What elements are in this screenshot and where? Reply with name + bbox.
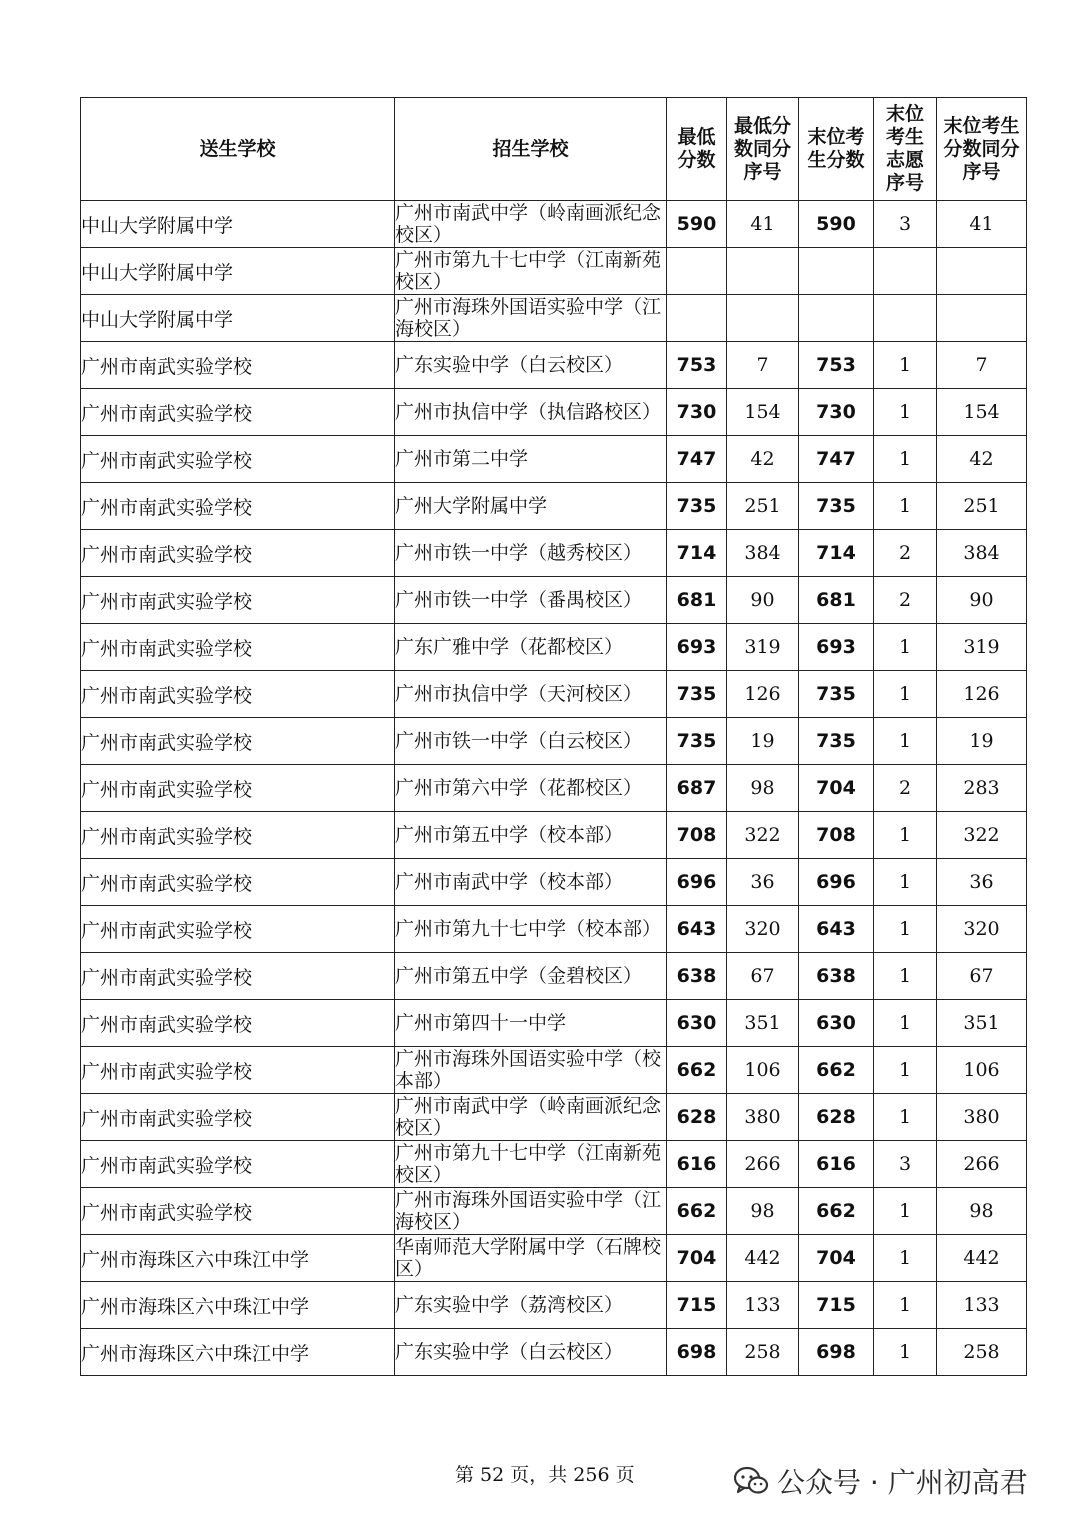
cell-sender-school: 广州市南武实验学校 (81, 859, 395, 906)
cell-min-score: 693 (667, 624, 727, 671)
cell-last-score-rank: 7 (937, 342, 1027, 389)
cell-last-score: 715 (799, 1282, 874, 1329)
cell-last-wish-order: 1 (874, 389, 937, 436)
cell-last-wish-order: 1 (874, 1047, 937, 1094)
cell-sender-school: 广州市海珠区六中珠江中学 (81, 1235, 395, 1282)
cell-min-score-rank: 320 (727, 906, 799, 953)
cell-last-score-rank: 67 (937, 953, 1027, 1000)
cell-min-score: 662 (667, 1188, 727, 1235)
cell-min-score: 708 (667, 812, 727, 859)
table-row (81, 1282, 1027, 1329)
cell-receiver-school: 广东实验中学（白云校区） (395, 342, 667, 389)
cell-sender-school: 中山大学附属中学 (81, 248, 395, 295)
header-last-score-rank: 末位考生分数同分序号 (937, 98, 1027, 201)
cell-min-score-rank: 384 (727, 530, 799, 577)
cell-min-score-rank: 322 (727, 812, 799, 859)
cell-last-score: 704 (799, 765, 874, 812)
table-row (81, 953, 1027, 1000)
cell-last-score-rank: 283 (937, 765, 1027, 812)
cell-sender-school: 广州市南武实验学校 (81, 1094, 395, 1141)
cell-last-wish-order: 1 (874, 671, 937, 718)
cell-last-wish-order: 1 (874, 1329, 937, 1376)
cell-receiver-school: 广州市执信中学（执信路校区） (395, 389, 667, 436)
cell-last-score-rank (937, 248, 1027, 295)
cell-last-score-rank: 266 (937, 1141, 1027, 1188)
cell-min-score: 747 (667, 436, 727, 483)
table-row (81, 1188, 1027, 1235)
cell-receiver-school: 广州市海珠外国语实验中学（江海校区） (395, 295, 667, 342)
cell-last-score: 662 (799, 1188, 874, 1235)
cell-sender-school: 广州市南武实验学校 (81, 1047, 395, 1094)
cell-last-score (799, 295, 874, 342)
table-row (81, 483, 1027, 530)
table-row (81, 342, 1027, 389)
cell-last-score: 747 (799, 436, 874, 483)
cell-last-score-rank: 251 (937, 483, 1027, 530)
cell-last-wish-order: 1 (874, 859, 937, 906)
cell-last-wish-order: 1 (874, 906, 937, 953)
cell-min-score-rank: 266 (727, 1141, 799, 1188)
cell-last-wish-order: 1 (874, 718, 937, 765)
cell-min-score-rank: 98 (727, 1188, 799, 1235)
cell-last-wish-order: 1 (874, 436, 937, 483)
cell-min-score: 696 (667, 859, 727, 906)
header-last-wish-order: 末位考生志愿序号 (874, 98, 937, 201)
cell-last-wish-order: 1 (874, 342, 937, 389)
table-row (81, 1094, 1027, 1141)
cell-receiver-school: 广州市铁一中学（越秀校区） (395, 530, 667, 577)
cell-min-score-rank: 251 (727, 483, 799, 530)
cell-sender-school: 广州市南武实验学校 (81, 624, 395, 671)
cell-receiver-school: 广州市第五中学（校本部） (395, 812, 667, 859)
table-row (81, 577, 1027, 624)
cell-receiver-school: 广州大学附属中学 (395, 483, 667, 530)
wechat-icon (733, 1465, 769, 1497)
cell-last-wish-order: 1 (874, 483, 937, 530)
cell-last-score-rank: 384 (937, 530, 1027, 577)
cell-min-score: 662 (667, 1047, 727, 1094)
cell-sender-school: 中山大学附属中学 (81, 201, 395, 248)
cell-min-score: 735 (667, 671, 727, 718)
table-row (81, 201, 1027, 248)
header-receiver-school: 招生学校 (395, 98, 667, 201)
header-last-score: 末位考生分数 (799, 98, 874, 201)
cell-min-score: 628 (667, 1094, 727, 1141)
cell-last-score-rank: 126 (937, 671, 1027, 718)
table-row (81, 389, 1027, 436)
cell-sender-school: 广州市南武实验学校 (81, 765, 395, 812)
header-min-score-rank: 最低分数同分序号 (727, 98, 799, 201)
cell-last-score-rank (937, 295, 1027, 342)
page-number: 第 52 页，共 256 页 (455, 1464, 635, 1486)
cell-last-wish-order: 1 (874, 1000, 937, 1047)
table-row (81, 812, 1027, 859)
cell-receiver-school: 广州市南武中学（岭南画派纪念校区） (395, 1094, 667, 1141)
cell-min-score: 735 (667, 483, 727, 530)
cell-last-wish-order: 1 (874, 1094, 937, 1141)
cell-min-score (667, 295, 727, 342)
cell-min-score: 753 (667, 342, 727, 389)
cell-last-score-rank: 320 (937, 906, 1027, 953)
cell-last-score-rank: 98 (937, 1188, 1027, 1235)
cell-min-score-rank: 154 (727, 389, 799, 436)
cell-sender-school: 广州市海珠区六中珠江中学 (81, 1329, 395, 1376)
cell-min-score-rank: 19 (727, 718, 799, 765)
cell-receiver-school: 广东实验中学（白云校区） (395, 1329, 667, 1376)
header-sender-school: 送生学校 (81, 98, 395, 201)
cell-receiver-school: 广州市南武中学（校本部） (395, 859, 667, 906)
cell-receiver-school: 广州市第五中学（金碧校区） (395, 953, 667, 1000)
header-min-score: 最低分数 (667, 98, 727, 201)
cell-min-score-rank: 133 (727, 1282, 799, 1329)
cell-last-wish-order: 1 (874, 1282, 937, 1329)
cell-last-score-rank: 133 (937, 1282, 1027, 1329)
cell-last-score: 590 (799, 201, 874, 248)
cell-last-wish-order: 1 (874, 1235, 937, 1282)
cell-last-score-rank: 90 (937, 577, 1027, 624)
cell-sender-school: 广州市南武实验学校 (81, 671, 395, 718)
cell-last-score: 735 (799, 483, 874, 530)
table-body (81, 201, 1027, 1376)
cell-last-score: 735 (799, 718, 874, 765)
cell-min-score: 638 (667, 953, 727, 1000)
cell-min-score: 643 (667, 906, 727, 953)
cell-sender-school: 广州市南武实验学校 (81, 577, 395, 624)
cell-last-wish-order: 1 (874, 812, 937, 859)
cell-sender-school: 中山大学附属中学 (81, 295, 395, 342)
cell-last-score-rank: 41 (937, 201, 1027, 248)
cell-last-wish-order: 3 (874, 201, 937, 248)
cell-last-score: 638 (799, 953, 874, 1000)
cell-min-score-rank: 258 (727, 1329, 799, 1376)
cell-last-score: 704 (799, 1235, 874, 1282)
cell-min-score: 681 (667, 577, 727, 624)
cell-receiver-school: 广州市铁一中学（白云校区） (395, 718, 667, 765)
cell-last-score: 696 (799, 859, 874, 906)
cell-min-score: 704 (667, 1235, 727, 1282)
cell-last-score-rank: 154 (937, 389, 1027, 436)
cell-min-score-rank: 41 (727, 201, 799, 248)
cell-sender-school: 广州市南武实验学校 (81, 1141, 395, 1188)
cell-min-score-rank (727, 248, 799, 295)
cell-min-score: 698 (667, 1329, 727, 1376)
cell-last-score: 693 (799, 624, 874, 671)
cell-receiver-school: 广东广雅中学（花都校区） (395, 624, 667, 671)
cell-sender-school: 广州市南武实验学校 (81, 1000, 395, 1047)
cell-last-score-rank: 258 (937, 1329, 1027, 1376)
cell-min-score: 735 (667, 718, 727, 765)
cell-sender-school: 广州市海珠区六中珠江中学 (81, 1282, 395, 1329)
cell-last-score-rank: 19 (937, 718, 1027, 765)
cell-min-score-rank: 7 (727, 342, 799, 389)
cell-sender-school: 广州市南武实验学校 (81, 483, 395, 530)
cell-last-score: 630 (799, 1000, 874, 1047)
cell-min-score-rank: 90 (727, 577, 799, 624)
table-row (81, 530, 1027, 577)
table-row (81, 1235, 1027, 1282)
cell-last-wish-order: 2 (874, 765, 937, 812)
table-row (81, 436, 1027, 483)
cell-receiver-school: 广州市海珠外国语实验中学（校本部） (395, 1047, 667, 1094)
cell-last-score-rank: 42 (937, 436, 1027, 483)
cell-last-score-rank: 442 (937, 1235, 1027, 1282)
cell-sender-school: 广州市南武实验学校 (81, 718, 395, 765)
cell-last-score: 698 (799, 1329, 874, 1376)
cell-last-wish-order: 2 (874, 577, 937, 624)
cell-last-score-rank: 319 (937, 624, 1027, 671)
cell-receiver-school: 广东实验中学（荔湾校区） (395, 1282, 667, 1329)
cell-last-score: 616 (799, 1141, 874, 1188)
table-row (81, 671, 1027, 718)
table-row (81, 624, 1027, 671)
cell-receiver-school: 广州市第九十七中学（江南新苑校区） (395, 248, 667, 295)
cell-last-score: 735 (799, 671, 874, 718)
cell-sender-school: 广州市南武实验学校 (81, 436, 395, 483)
cell-min-score: 590 (667, 201, 727, 248)
cell-last-score-rank: 322 (937, 812, 1027, 859)
cell-receiver-school: 广州市执信中学（天河校区） (395, 671, 667, 718)
cell-min-score-rank: 126 (727, 671, 799, 718)
cell-last-wish-order (874, 295, 937, 342)
cell-last-score: 628 (799, 1094, 874, 1141)
cell-last-score: 708 (799, 812, 874, 859)
cell-last-wish-order: 2 (874, 530, 937, 577)
cell-sender-school: 广州市南武实验学校 (81, 530, 395, 577)
table-row (81, 859, 1027, 906)
cell-min-score-rank: 42 (727, 436, 799, 483)
cell-last-score: 714 (799, 530, 874, 577)
table-row (81, 1141, 1027, 1188)
cell-min-score-rank: 442 (727, 1235, 799, 1282)
table-row (81, 765, 1027, 812)
cell-last-score-rank: 106 (937, 1047, 1027, 1094)
cell-sender-school: 广州市南武实验学校 (81, 389, 395, 436)
cell-min-score-rank: 319 (727, 624, 799, 671)
cell-last-score-rank: 36 (937, 859, 1027, 906)
cell-min-score: 616 (667, 1141, 727, 1188)
watermark-text: 公众号 · 广州初高君 (777, 1466, 1028, 1499)
cell-min-score: 714 (667, 530, 727, 577)
cell-sender-school: 广州市南武实验学校 (81, 906, 395, 953)
cell-min-score-rank: 98 (727, 765, 799, 812)
cell-min-score: 715 (667, 1282, 727, 1329)
cell-receiver-school: 广州市第九十七中学（校本部） (395, 906, 667, 953)
table-row (81, 295, 1027, 342)
admission-score-table (80, 97, 1027, 1376)
cell-receiver-school: 广州市第四十一中学 (395, 1000, 667, 1047)
table-row (81, 248, 1027, 295)
wechat-watermark (733, 1461, 1028, 1501)
cell-receiver-school: 广州市铁一中学（番禺校区） (395, 577, 667, 624)
cell-receiver-school: 广州市海珠外国语实验中学（江海校区） (395, 1188, 667, 1235)
cell-sender-school: 广州市南武实验学校 (81, 342, 395, 389)
cell-min-score: 730 (667, 389, 727, 436)
cell-min-score-rank: 106 (727, 1047, 799, 1094)
cell-last-score: 643 (799, 906, 874, 953)
table-row (81, 1000, 1027, 1047)
cell-receiver-school: 广州市第二中学 (395, 436, 667, 483)
cell-last-score-rank: 380 (937, 1094, 1027, 1141)
cell-last-score: 662 (799, 1047, 874, 1094)
cell-last-wish-order (874, 248, 937, 295)
cell-receiver-school: 华南师范大学附属中学（石牌校区） (395, 1235, 667, 1282)
cell-last-wish-order: 1 (874, 953, 937, 1000)
cell-min-score-rank (727, 295, 799, 342)
header-row (81, 98, 1027, 201)
cell-last-score: 730 (799, 389, 874, 436)
cell-last-wish-order: 1 (874, 624, 937, 671)
cell-sender-school: 广州市南武实验学校 (81, 953, 395, 1000)
cell-min-score (667, 248, 727, 295)
cell-last-score-rank: 351 (937, 1000, 1027, 1047)
cell-min-score-rank: 351 (727, 1000, 799, 1047)
cell-last-wish-order: 3 (874, 1141, 937, 1188)
cell-last-score (799, 248, 874, 295)
table-row (81, 1047, 1027, 1094)
cell-min-score-rank: 36 (727, 859, 799, 906)
cell-last-wish-order: 1 (874, 1188, 937, 1235)
table-row (81, 718, 1027, 765)
cell-last-score: 681 (799, 577, 874, 624)
cell-min-score: 687 (667, 765, 727, 812)
cell-min-score: 630 (667, 1000, 727, 1047)
cell-min-score-rank: 67 (727, 953, 799, 1000)
table-row (81, 1329, 1027, 1376)
table-row (81, 906, 1027, 953)
cell-receiver-school: 广州市第九十七中学（江南新苑校区） (395, 1141, 667, 1188)
cell-receiver-school: 广州市南武中学（岭南画派纪念校区） (395, 201, 667, 248)
cell-sender-school: 广州市南武实验学校 (81, 1188, 395, 1235)
cell-min-score-rank: 380 (727, 1094, 799, 1141)
cell-last-score: 753 (799, 342, 874, 389)
cell-receiver-school: 广州市第六中学（花都校区） (395, 765, 667, 812)
cell-sender-school: 广州市南武实验学校 (81, 812, 395, 859)
